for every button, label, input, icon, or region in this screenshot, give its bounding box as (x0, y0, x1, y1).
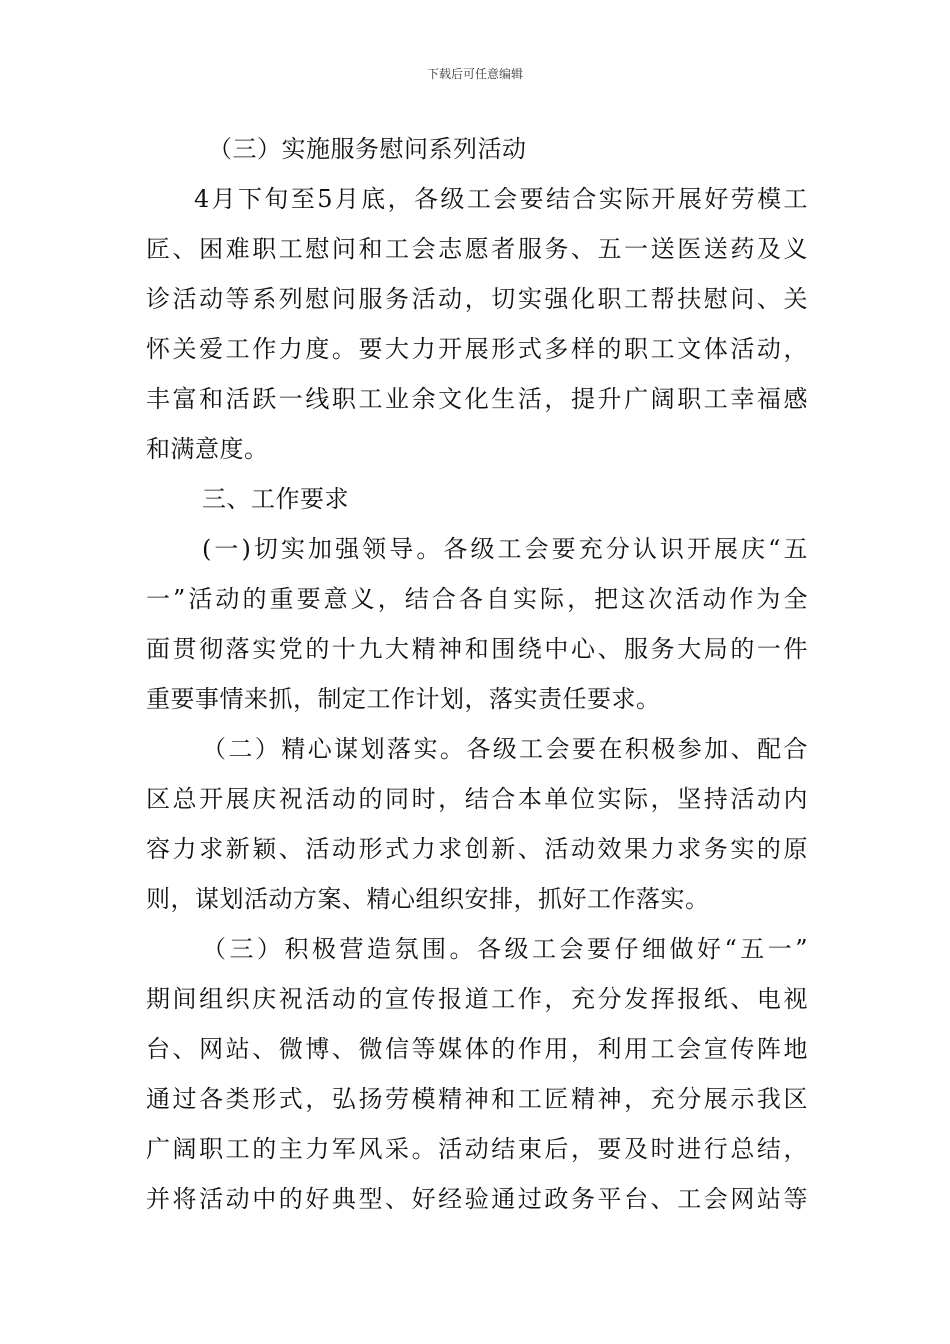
para-planning (146, 724, 808, 924)
text-line: 诊活动等系列慰问服务活动，切实强化职工帮扶慰问、关 (146, 285, 808, 313)
document-body (146, 124, 808, 1224)
text-line: 4月下旬至5月底，各级工会要结合实际开展好劳模工 (194, 185, 808, 213)
text-line: （二）精心谋划落实。各级工会要在积极参加、配合 (202, 735, 808, 763)
text-line: 重要事情来抓，制定工作计划，落实责任要求。 (146, 685, 661, 713)
page-header-note: 下载后可任意编辑 (426, 67, 523, 81)
text-line: 台、网站、微博、微信等媒体的作用，利用工会宣传阵地 (146, 1035, 808, 1063)
heading-work-requirements (146, 474, 808, 524)
text-line: 丰富和活跃一线职工业余文化生活，提升广阔职工幸福感 (146, 385, 808, 413)
text-line: 容力求新颖、活动形式力求创新、活动效果力求务实的原 (146, 835, 808, 863)
text-line: 面贯彻落实党的十九大精神和围绕中心、服务大局的一件 (146, 635, 808, 663)
text-line: 则，谋划活动方案、精心组织安排，抓好工作落实。 (146, 885, 710, 913)
text-line: 通过各类形式，弘扬劳模精神和工匠精神，充分展示我区 (146, 1085, 808, 1113)
text-line: 匠、困难职工慰问和工会志愿者服务、五一送医送药及义 (146, 235, 808, 263)
text-line: 广阔职工的主力军风采。活动结束后，要及时进行总结， (146, 1135, 808, 1163)
text-line: 怀关爱工作力度。要大力开展形式多样的职工文体活动， (146, 335, 808, 363)
text-line: 一”活动的重要意义，结合各自实际，把这次活动作为全 (146, 585, 808, 613)
para-atmosphere (146, 924, 808, 1224)
text-line: (一)切实加强领导。各级工会要充分认识开展庆“五 (202, 535, 808, 563)
text-line: 和满意度。 (146, 435, 269, 463)
para-leadership (146, 524, 808, 724)
text-line: 并将活动中的好典型、好经验通过政务平台、工会网站等 (146, 1185, 808, 1213)
text-line: 期间组织庆祝活动的宣传报道工作，充分发挥报纸、电视 (146, 985, 808, 1013)
text-line: 三、工作要求 (202, 485, 349, 513)
heading-three-service (146, 124, 808, 174)
text-line: （三）实施服务慰问系列活动 (208, 135, 527, 163)
para-april-may (146, 174, 808, 474)
text-line: （三）积极营造氛围。各级工会要仔细做好“五一” (202, 935, 808, 963)
text-line: 区总开展庆祝活动的同时，结合本单位实际，坚持活动内 (146, 785, 808, 813)
